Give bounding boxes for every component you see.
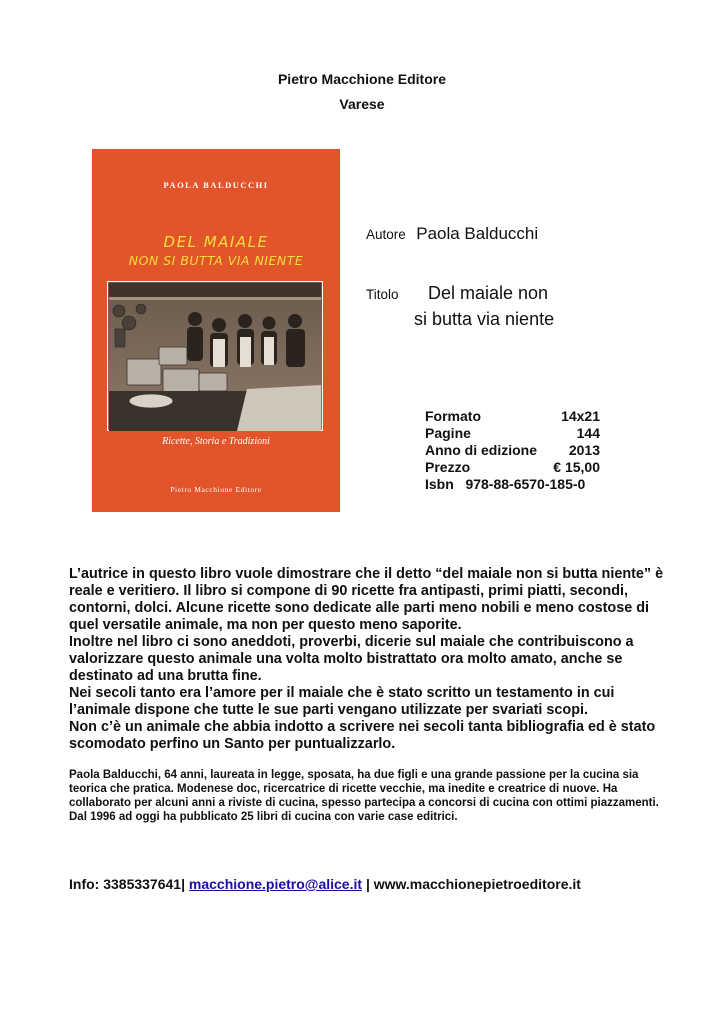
author-row (366, 224, 538, 244)
book-details (425, 408, 600, 493)
cover-publisher: Pietro Macchione Editore (170, 485, 262, 494)
publisher-city: Varese (339, 96, 385, 112)
cover-title-line2: NON SI BUTTA VIA NIENTE (128, 253, 304, 268)
description-paragraph: L’autrice in questo libro vuole dimostrare che il detto “del maiale non si butta niente” è reale e veritiero. Il libro si compone di 90 ricette fra antipasti, primi piatti, secondi, contorni, dolci. Alcune ricette sono dedicate alle parti meno nobili e meno costose di quel versatile animale, ma non per questo meno saporite. (69, 566, 664, 633)
detail-label: Prezzo (425, 459, 471, 475)
detail-value: 2013 (568, 442, 600, 458)
cover-title-line1: DEL MAIALE (163, 233, 269, 251)
detail-value: 14x21 (561, 408, 600, 424)
description-paragraph: Nei secoli tanto era l’amore per il maiale che è stato scritto un testamento in cui l’animale dispone che tutte le sue parti vengano utilizzate per svariati scopi. (69, 685, 615, 718)
bio-paragraph: Paola Balducchi, 64 anni, laureata in legge, sposata, ha due figli e una grande passione per la cucina sia teorica che pratica. Modenese doc, ricercatrice di ricette vecchie, ma inedite e creatrice di nuove. Ha collaborato per alcuni anni a riviste di cucina, spesso partecipa a concorsi di cucina con ottimi piazzamenti. (69, 769, 659, 809)
title-line1: Del maiale non (428, 283, 549, 303)
description-paragraph: Inoltre nel libro ci sono aneddoti, proverbi, dicerie sul maiale che contribuiscono a valorizzare questo animale una volta molto bistrattato ora molto amato, anche se destinato ad una brutta fine. (69, 634, 634, 684)
title-label: Titolo (366, 287, 399, 302)
detail-value: € 15,00 (553, 459, 600, 475)
isbn-line: Isbn 978-88-6570-185-0 (425, 476, 586, 492)
contact-email-link[interactable]: macchione.pietro@alice.it (188, 876, 363, 892)
detail-row-format (425, 408, 600, 425)
publisher-name: Pietro Macchione Editore (277, 71, 447, 87)
contact-website: | www.macchionepietroeditore.it (365, 876, 581, 892)
detail-row-price (425, 459, 600, 476)
bio-paragraph: Dal 1996 ad oggi ha pubblicato 25 libri di cucina con varie case editrici. (69, 811, 458, 823)
title-line2: si butta via niente (414, 309, 555, 329)
author-label: Autore (366, 227, 406, 242)
detail-label: Pagine (425, 425, 471, 441)
contact-phone: Info: 3385337641| (69, 876, 185, 892)
author-bio (69, 768, 669, 824)
description-paragraph: Non c’è un animale che abbia indotto a scrivere nei secoli tanta bibliografia ed è stato scomodato perfino un Santo per puntualizzarlo. (69, 719, 656, 752)
detail-label: Formato (425, 408, 481, 424)
contact-info (69, 876, 581, 892)
detail-row-year (425, 442, 600, 459)
cover-kitchen-photo (107, 281, 323, 431)
detail-label: Anno di edizione (425, 442, 537, 458)
cover-subtitle: Ricette, Storia e Tradizioni (162, 436, 270, 447)
book-cover (92, 149, 340, 512)
cover-author: PAOLA BALDUCCHI (163, 180, 269, 190)
detail-value: 144 (576, 425, 600, 441)
detail-row-pages (425, 425, 600, 442)
author-name: Paola Balducchi (416, 224, 539, 243)
book-description (69, 566, 669, 753)
